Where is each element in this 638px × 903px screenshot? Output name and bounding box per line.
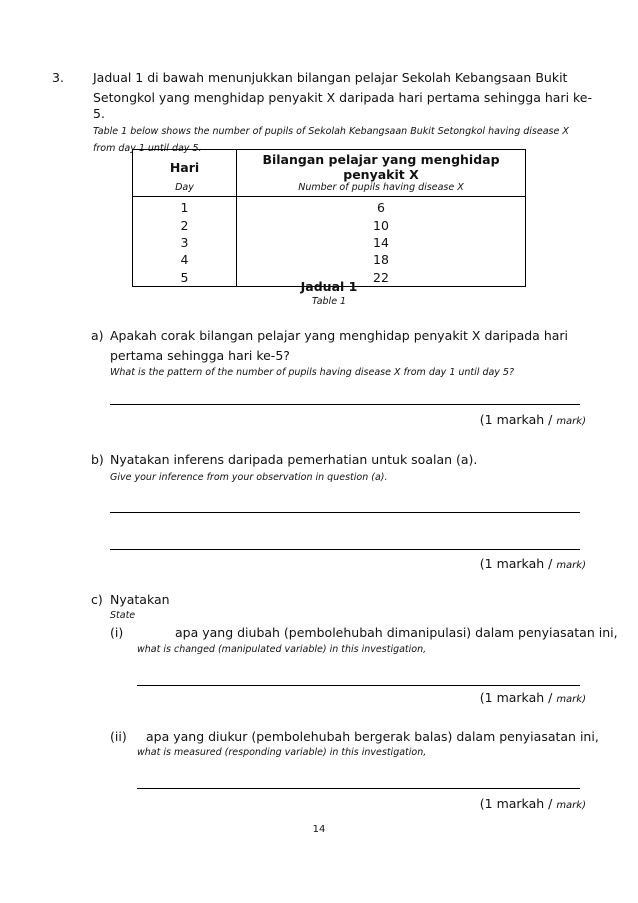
part-a-english: What is the pattern of the number of pupils having disease X from day 1 until day 5? bbox=[110, 367, 515, 378]
page-number: 14 bbox=[312, 824, 326, 835]
table-row bbox=[133, 234, 526, 251]
intro-malay-line2: Setongkol yang menghidap penyakit X daripada hari pertama sehingga hari ke-5. bbox=[93, 90, 593, 121]
mark-c-ii bbox=[480, 796, 586, 811]
answer-line-a[interactable] bbox=[110, 404, 580, 405]
table-cell-day: 3 bbox=[133, 234, 237, 251]
answer-line-c-ii[interactable] bbox=[137, 788, 580, 789]
mark-b bbox=[480, 556, 586, 571]
part-c-i-label: (i) bbox=[110, 625, 124, 640]
answer-line-c-i[interactable] bbox=[137, 685, 580, 686]
header-pupils-malay: Bilangan pelajar yang menghidap penyakit X bbox=[237, 150, 526, 183]
part-a-question bbox=[110, 328, 590, 379]
table-row bbox=[133, 197, 526, 217]
mark-a-text: (1 markah / bbox=[479, 412, 557, 427]
part-c-ii-malay: apa yang diukur (pembolehubah bergerak balas) dalam penyiasatan ini, bbox=[146, 729, 599, 744]
mark-a-english: mark) bbox=[556, 416, 586, 427]
part-c-i-malay: apa yang diubah (pembolehubah dimanipulasi) dalam penyiasatan ini, bbox=[175, 625, 618, 640]
part-c-label: c) bbox=[91, 592, 103, 607]
data-table bbox=[132, 149, 526, 287]
table-cell-pupils: 10 bbox=[237, 216, 526, 233]
intro-english-line1: Table 1 below shows the number of pupils of Sekolah Kebangsaan Bukit Setongkol having disease X bbox=[93, 126, 569, 137]
table-cell-day: 1 bbox=[133, 197, 237, 217]
header-pupils-english: Number of pupils having disease X bbox=[237, 182, 526, 197]
table-cell-pupils: 18 bbox=[237, 251, 526, 268]
part-c-i-english: what is changed (manipulated variable) in this investigation, bbox=[137, 644, 427, 655]
answer-line-b1[interactable] bbox=[110, 512, 580, 513]
table-row bbox=[133, 216, 526, 233]
part-a-malay-line1: Apakah corak bilangan pelajar yang menghidap penyakit X daripada hari bbox=[110, 328, 569, 343]
table-cell-day: 4 bbox=[133, 251, 237, 268]
table-caption-malay: Jadual 1 bbox=[300, 279, 358, 294]
table-cell-day: 5 bbox=[133, 269, 237, 287]
part-b-english: Give your inference from your observation in question (a). bbox=[110, 472, 388, 483]
part-c-ii-english: what is measured (responding variable) in this investigation, bbox=[137, 747, 427, 758]
question-number: 3. bbox=[52, 70, 64, 85]
mark-c-i-english: mark) bbox=[556, 694, 586, 705]
mark-a bbox=[480, 412, 586, 427]
intro-english-line2: from day 1 until day 5. bbox=[93, 143, 202, 154]
question-intro bbox=[93, 70, 593, 155]
table-cell-pupils: 22 bbox=[237, 269, 526, 287]
part-b-label: b) bbox=[91, 452, 104, 467]
mark-b-text: (1 markah / bbox=[479, 556, 557, 571]
table-header-row bbox=[133, 150, 526, 183]
header-day-english: Day bbox=[133, 182, 237, 197]
mark-c-ii-english: mark) bbox=[556, 800, 586, 811]
part-b-question bbox=[110, 452, 590, 484]
part-a-label: a) bbox=[91, 328, 104, 343]
table-cell-pupils: 14 bbox=[237, 234, 526, 251]
mark-b-english: mark) bbox=[556, 560, 586, 571]
table-cell-pupils: 6 bbox=[237, 197, 526, 217]
part-c-ii-label: (ii) bbox=[110, 729, 127, 744]
table-header-row-english bbox=[133, 182, 526, 197]
mark-c-i bbox=[480, 690, 586, 705]
part-a-malay-line2: pertama sehingga hari ke-5? bbox=[110, 348, 290, 363]
answer-line-b2[interactable] bbox=[110, 549, 580, 550]
part-c-english: State bbox=[110, 610, 136, 621]
mark-c-i-text: (1 markah / bbox=[479, 690, 557, 705]
table-cell-day: 2 bbox=[133, 216, 237, 233]
table-row bbox=[133, 251, 526, 268]
part-b-malay: Nyatakan inferens daripada pemerhatian untuk soalan (a). bbox=[110, 452, 478, 467]
mark-c-ii-text: (1 markah / bbox=[479, 796, 557, 811]
table-caption-english: Table 1 bbox=[311, 296, 347, 307]
header-day-malay: Hari bbox=[133, 150, 237, 183]
part-c-malay: Nyatakan bbox=[110, 592, 170, 607]
intro-malay-line1: Jadual 1 di bawah menunjukkan bilangan pelajar Sekolah Kebangsaan Bukit bbox=[93, 70, 568, 85]
